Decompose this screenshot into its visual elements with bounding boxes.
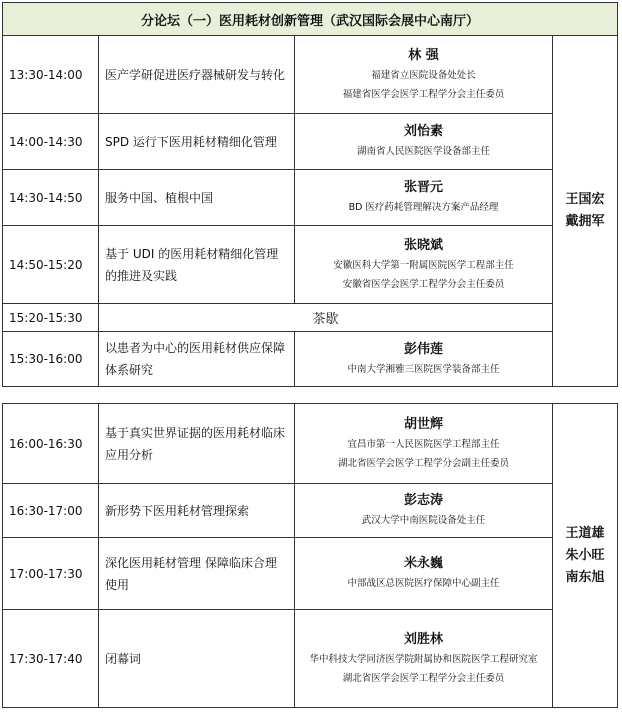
speaker-name: 林 强	[408, 47, 439, 63]
speaker-role: 中南大学湘雅三医院医学装备部主任	[347, 363, 500, 375]
time-slot: 15:20-15:30	[3, 304, 99, 332]
speaker-cell	[295, 484, 553, 538]
speaker-role: 华中科技大学同济医学院附属协和医院医学工程研究室	[309, 653, 538, 665]
speaker-cell	[295, 404, 553, 484]
moderator-name: 朱小旺	[565, 547, 605, 563]
time-slot: 14:30-14:50	[3, 170, 99, 226]
speaker-role: BD 医疗药耗管理解决方案产品经理	[348, 202, 499, 213]
speaker-role: 安徽省医学会医学工程学分会主任委员	[342, 278, 505, 290]
speaker-role: 安徽医科大学第一附属医院医学工程部主任	[333, 259, 514, 271]
speaker-cell	[295, 538, 553, 610]
topic-title: 服务中国、植根中国	[99, 170, 295, 226]
time-slot: 13:30-14:00	[3, 36, 99, 114]
schedule-table-1	[2, 2, 618, 387]
speaker-role: 福建省医学会医学工程学分会主任委员	[342, 88, 505, 100]
speaker-cell	[295, 114, 553, 170]
speaker-name: 米永巍	[403, 556, 443, 571]
speaker-name: 张晓斌	[403, 237, 443, 253]
speaker-name: 刘胜林	[403, 631, 443, 647]
topic-title: 基于 UDI 的医用耗材精细化管理的推进及实践	[99, 226, 295, 304]
break-row	[3, 304, 618, 332]
speaker-role: 湖北省医学会医学工程学分会副主任委员	[337, 457, 509, 469]
speaker-name: 胡世辉	[403, 416, 443, 432]
time-slot: 16:30-17:00	[3, 484, 99, 538]
moderator-name: 戴拥军	[565, 214, 605, 229]
speaker-role: 湖南省人民医院医学设备部主任	[356, 146, 490, 157]
speaker-role: 中部战区总医院医疗保障中心副主任	[347, 578, 500, 589]
speaker-role: 福建省立医院设备处处长	[371, 69, 476, 81]
schedule-row	[3, 484, 618, 538]
speaker-cell	[295, 332, 553, 387]
topic-title: 闭幕词	[99, 610, 295, 708]
speaker-cell	[295, 226, 553, 304]
forum-header: 分论坛（一）医用耗材创新管理（武汉国际会展中心南厅）	[3, 3, 618, 36]
speaker-name: 彭志涛	[403, 493, 443, 508]
time-slot: 17:00-17:30	[3, 538, 99, 610]
schedule-row	[3, 404, 618, 484]
speaker-cell	[295, 170, 553, 226]
topic-title: 以患者为中心的医用耗材供应保障体系研究	[99, 332, 295, 387]
topic-title: 医产学研促进医疗器械研发与转化	[99, 36, 295, 114]
schedule-row	[3, 332, 618, 387]
time-slot: 17:30-17:40	[3, 610, 99, 708]
moderator-cell	[553, 36, 618, 387]
schedule-row	[3, 36, 618, 114]
speaker-role: 湖北省医学会医学工程学分会主任委员	[342, 672, 505, 684]
topic-title: SPD 运行下医用耗材精细化管理	[99, 114, 295, 170]
topic-title: 基于真实世界证据的医用耗材临床应用分析	[99, 404, 295, 484]
schedule-row	[3, 226, 618, 304]
speaker-name: 张晋元	[403, 180, 443, 195]
schedule-row	[3, 538, 618, 610]
topic-title: 新形势下医用耗材管理探索	[99, 484, 295, 538]
speaker-cell	[295, 36, 553, 114]
schedule-table-2	[2, 403, 618, 708]
moderator-cell	[553, 404, 618, 708]
speaker-name: 彭伟莲	[403, 341, 443, 357]
speaker-name: 刘怡素	[403, 124, 443, 139]
speaker-role: 武汉大学中南医院设备处主任	[361, 515, 486, 526]
moderator-name: 南东旭	[565, 569, 605, 585]
speaker-role: 宜昌市第一人民医院医学工程部主任	[347, 438, 500, 450]
time-slot: 16:00-16:30	[3, 404, 99, 484]
moderator-name: 王国宏	[565, 192, 605, 207]
moderator-name: 王道雄	[565, 525, 605, 541]
schedule-row	[3, 170, 618, 226]
schedule-row	[3, 114, 618, 170]
speaker-cell	[295, 610, 553, 708]
topic-title: 深化医用耗材管理 保障临床合理使用	[99, 538, 295, 610]
time-slot: 15:30-16:00	[3, 332, 99, 387]
tea-break-label: 茶歇	[99, 304, 553, 332]
schedule-row	[3, 610, 618, 708]
time-slot: 14:50-15:20	[3, 226, 99, 304]
time-slot: 14:00-14:30	[3, 114, 99, 170]
